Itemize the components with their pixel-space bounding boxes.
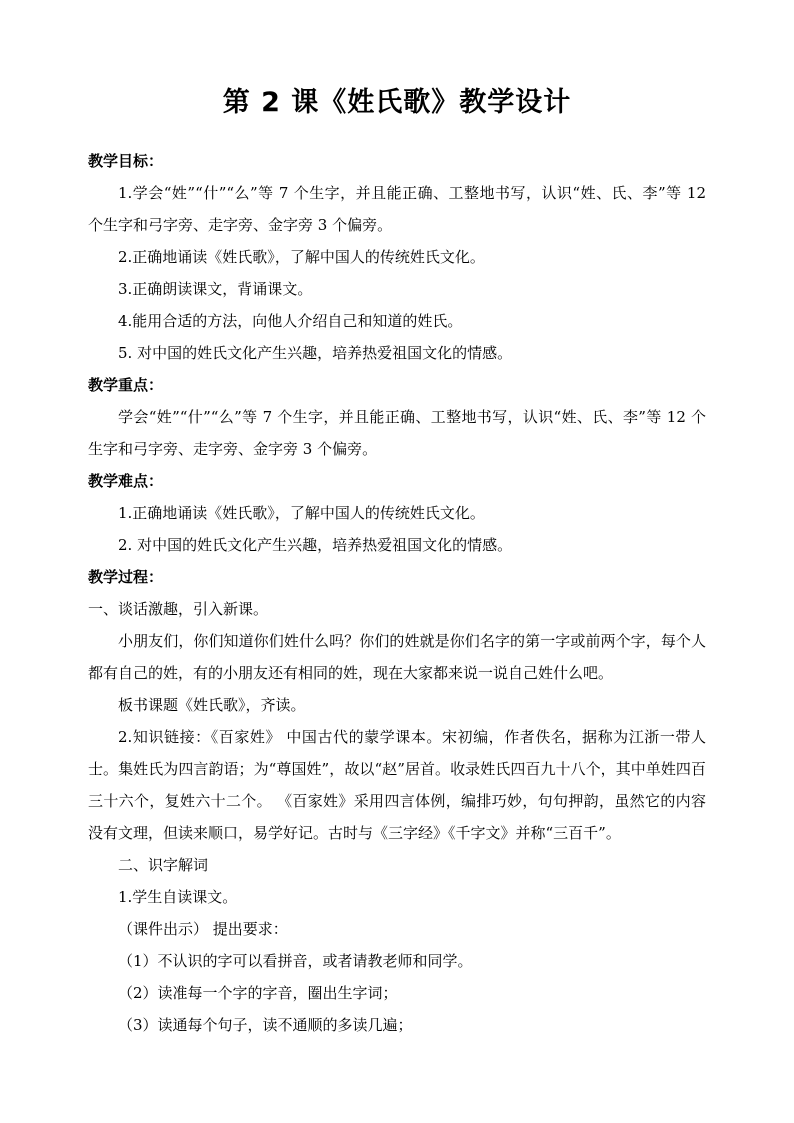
process-item-4: 二、识字解词 <box>118 856 209 874</box>
page-title: 第 2 课《姓氏歌》教学设计 <box>222 87 572 118</box>
process-item-2: 板书课题《姓氏歌》，齐读。 <box>118 696 306 714</box>
process-item-1: 小朋友们，你们知道你们姓什么吗？你们的姓就是你们名字的第一字或前两个字，每个人都有自己的姓，有的小朋友还有相同的姓，现在大家都来说一说自己姓什么吧。 <box>88 632 706 682</box>
process-item-6: （课件出示） 提出要求： <box>118 920 288 938</box>
goal-item-4: 4.能用合适的方法，向他人介绍自己和知道的姓氏。 <box>118 312 463 330</box>
process-item-8: （2）读准每一个字的字音，圈出生字词； <box>118 984 398 1002</box>
process-item-9: （3）读通每个句子，读不通顺的多读几遍； <box>118 1016 413 1034</box>
process-item-3: 2.知识链接：《百家姓》 中国古代的蒙学课本。宋初编，作者佚名，据称为江浙一带人士。集姓氏为四言韵语；为“尊国姓”，故以“赵”居首。收录姓氏四百九十八个，其中单姓四百三十六个，复姓六十二个。 《百家姓》采用四言体例，编排巧妙，句句押韵，虽然它的内容没有文理，但读来顺口，易学好记。古时与《三字经》《千字文》并称“三百千”。 <box>88 728 706 842</box>
difficulty-item-1: 1.正确地诵读《姓氏歌》，了解中国人的传统姓氏文化。 <box>118 504 485 522</box>
goal-item-3: 3.正确朗读课文，背诵课文。 <box>118 280 313 298</box>
key-point-item-1: 学会“姓”“什”“么”等 7 个生字，并且能正确、工整地书写，认识“姓、氏、李”等 12 个生字和弓字旁、走字旁、金字旁 3 个偏旁。 <box>88 408 706 458</box>
difficulties-heading: 教学难点： <box>88 472 164 490</box>
difficulty-item-2: 2. 对中国的姓氏文化产生兴趣，培养热爱祖国文化的情感。 <box>118 536 513 554</box>
goal-item-1: 1.学会“姓”“什”“么”等 7 个生字，并且能正确、工整地书写，认识“姓、氏、李”等 12 个生字和弓字旁、走字旁、金字旁 3 个偏旁。 <box>88 184 706 234</box>
goal-item-5: 5. 对中国的姓氏文化产生兴趣，培养热爱祖国文化的情感。 <box>118 344 513 362</box>
process-part1-title: 一、谈话激趣，引入新课。 <box>88 600 269 618</box>
key-points-heading: 教学重点： <box>88 376 164 394</box>
goals-heading: 教学目标： <box>88 152 164 170</box>
process-item-7: （1）不认识的字可以看拼音，或者请教老师和同学。 <box>118 952 473 970</box>
goal-item-2: 2.正确地诵读《姓氏歌》，了解中国人的传统姓氏文化。 <box>118 248 485 266</box>
process-heading: 教学过程： <box>88 568 164 586</box>
process-item-5: 1.学生自读课文。 <box>118 888 238 906</box>
